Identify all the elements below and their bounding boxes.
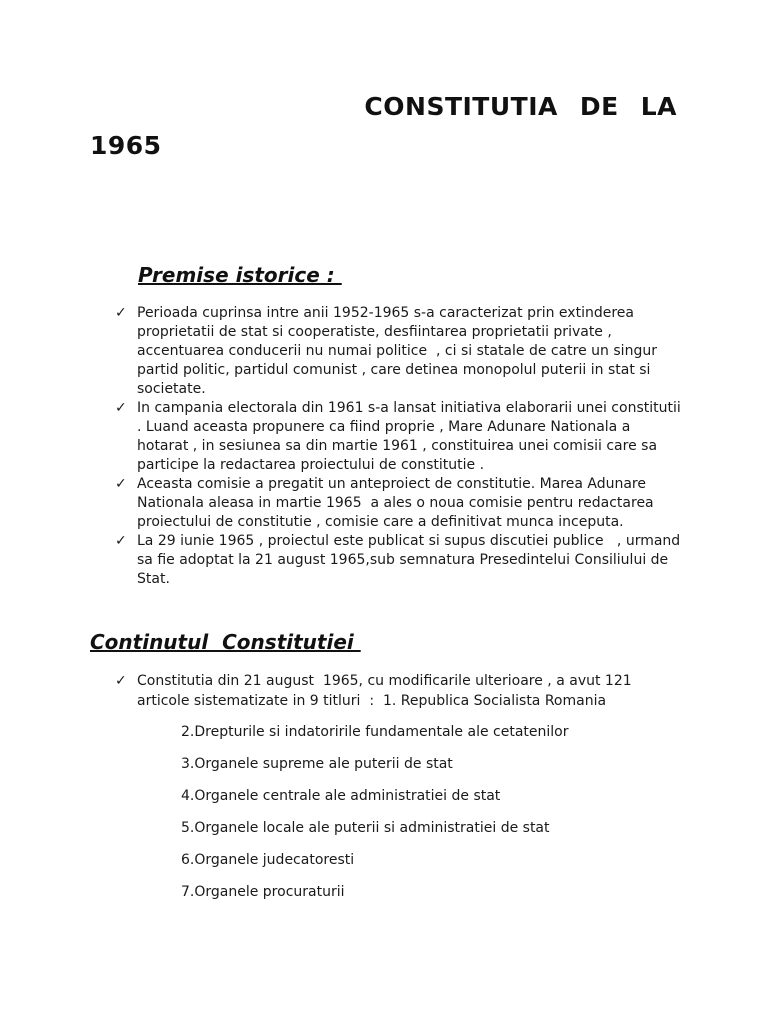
checkmark-icon: ✓ [115, 533, 127, 549]
list-item-text: In campania electorala din 1961 s-a lansat initiativa elaborarii unei constitutii . Luand aceasta propunere ca fiind proprie , Mare Adunare Nationala a hotarat , in sesiunea sa din martie 1961 , constituirea unei comisii care sa participe la redactarea proiectului de constitutie . [137, 400, 686, 473]
section-heading-premise: Premise istorice : [138, 263, 342, 287]
title-item: 6.Organele judecatoresti [181, 852, 355, 868]
list-item [115, 475, 685, 532]
section-heading-continut: Continutul Constitutiei [90, 630, 361, 654]
title-item: 2.Drepturile si indatoririle fundamentale ale cetatenilor [181, 724, 569, 740]
document-title [90, 92, 677, 121]
list-item [115, 532, 685, 589]
checkmark-icon: ✓ [115, 476, 127, 492]
title-year: 1965 [90, 131, 162, 160]
title-item: 3.Organele supreme ale puterii de stat [181, 756, 453, 772]
title-word-constitutia: CONSTITUTIA [364, 92, 558, 121]
list-item-text: La 29 iunie 1965 , proiectul este publicat si supus discutiei publice , urmand sa fie adoptat la 21 august 1965,sub semnatura Presedintelui Consiliului de Stat. [137, 533, 685, 587]
list-item [115, 399, 685, 475]
checkmark-icon: ✓ [115, 400, 127, 416]
title-item: 4.Organele centrale ale administratiei de stat [181, 788, 501, 804]
constitution-titles-list [181, 722, 568, 914]
premise-list [115, 304, 685, 589]
title-word-la: LA [640, 92, 677, 121]
title-item: 7.Organele procuraturii [181, 884, 345, 900]
list-item [115, 304, 685, 399]
title-item: 5.Organele locale ale puterii si administratiei de stat [181, 820, 550, 836]
list-item [115, 671, 655, 711]
list-item-text: Aceasta comisie a pregatit un anteproiect de constitutie. Marea Adunare Nationala aleasa in martie 1965 a ales o noua comisie pentru redactarea proiectului de constitutie , comisie care a definitivat munca inceputa. [137, 476, 659, 530]
checkmark-icon: ✓ [115, 673, 127, 689]
title-word-de: DE [579, 92, 619, 121]
checkmark-icon: ✓ [115, 305, 127, 321]
list-item-text: Constitutia din 21 august 1965, cu modificarile ulterioare , a avut 121 articole sistematizate in 9 titluri : 1. Republica Socialista Romania [137, 673, 637, 709]
continut-list [115, 671, 655, 711]
list-item-text: Perioada cuprinsa intre anii 1952-1965 s-a caracterizat prin extinderea proprietatii de stat si cooperatiste, desfiintarea proprietatii private , accentuarea conducerii nu numai politice , ci si statale de catre un singur partid politic, partidul comunist , care detinea monopolul puterii in stat si societate. [137, 305, 662, 397]
